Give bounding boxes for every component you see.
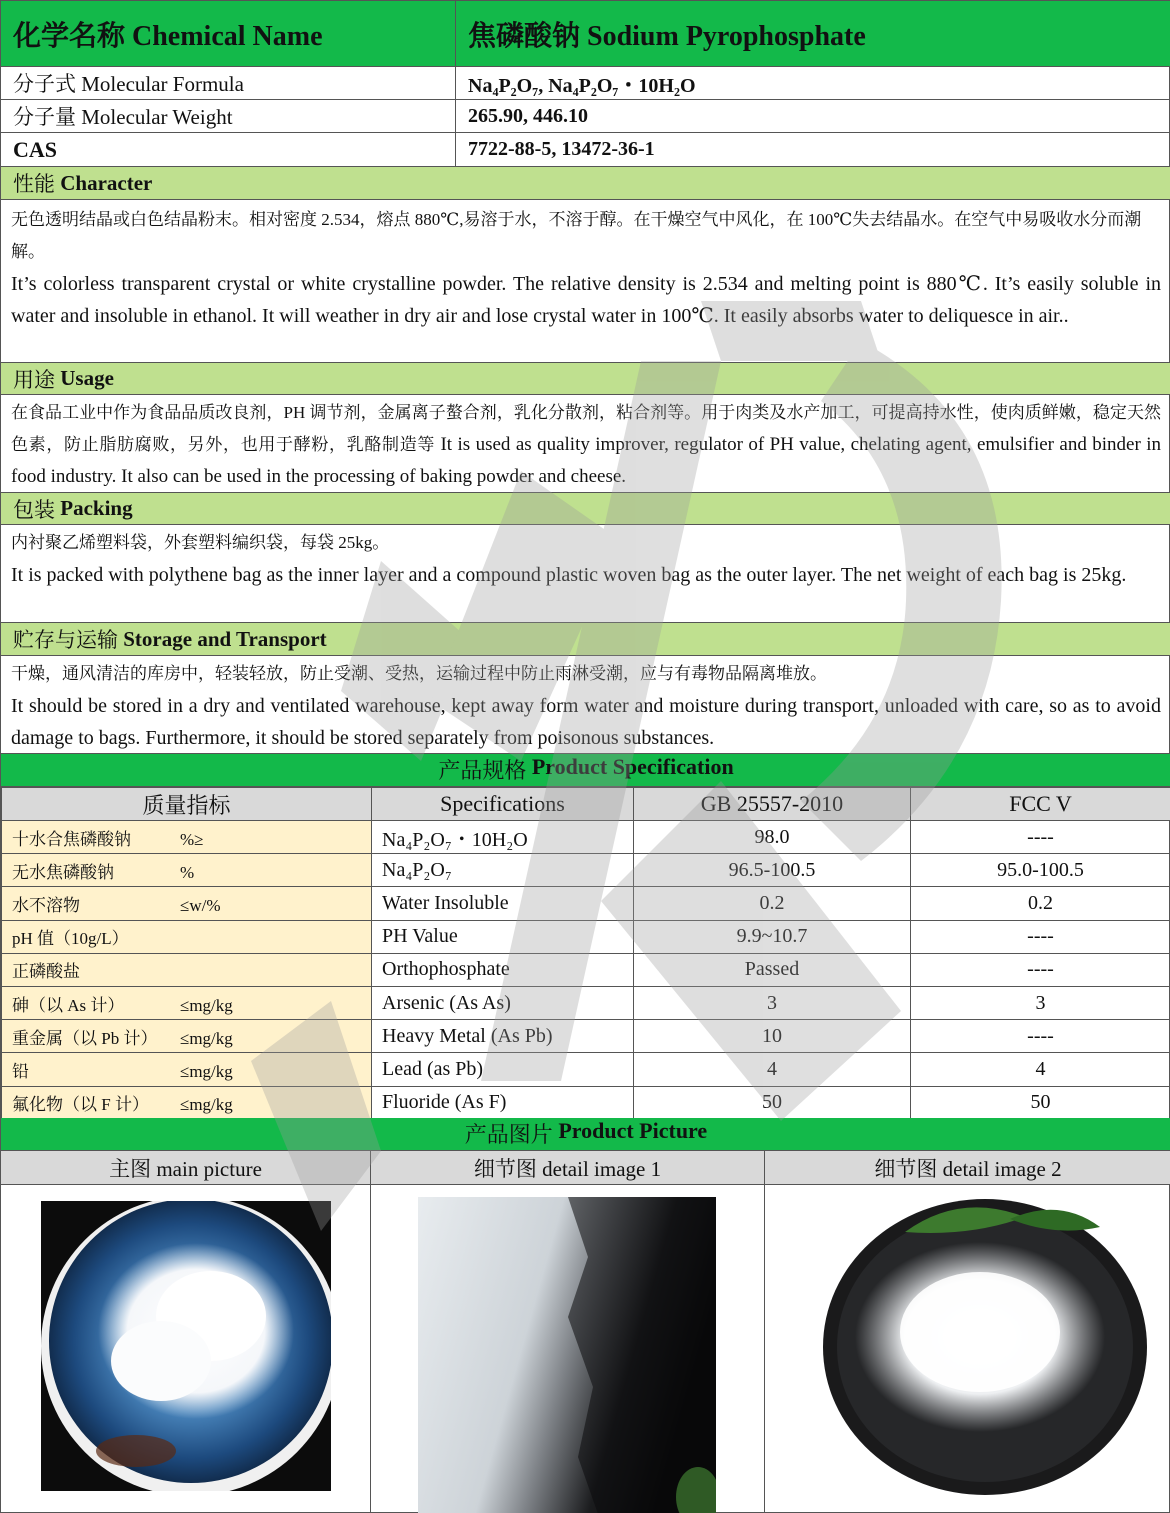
spec-fcc-cell: 95.0-100.5 — [911, 854, 1170, 887]
spec-quality-name: 铅 — [12, 1061, 29, 1081]
spec-fcc-cell: 50 — [911, 1086, 1170, 1119]
spec-table — [1, 787, 1170, 1120]
spec-quality-name: 重金属（以 Pb 计） — [12, 1028, 158, 1048]
character-text-zh: 无色透明结晶或白色结晶粉末。相对密度 2.534，熔点 880℃,易溶于水，不溶于醇。在干燥空气中风化，在 100℃失去结晶水。在空气中易吸收水分而潮解。 — [11, 210, 1142, 261]
spec-fcc-cell: 4 — [911, 1053, 1170, 1086]
storage-title-en: Storage and Transport — [123, 626, 327, 651]
packing-title-en: Packing — [60, 496, 133, 520]
spec-fcc-cell: ---- — [911, 920, 1170, 953]
usage-text — [11, 397, 1161, 493]
spec-row — [2, 821, 1170, 854]
usage-title-en: Usage — [60, 366, 114, 390]
spec-row — [2, 1053, 1170, 1086]
spec-fcc-cell: ---- — [911, 953, 1170, 986]
spec-quality-unit: ≤w/% — [180, 895, 221, 915]
spec-quality-name: 十水合焦磷酸钠 — [12, 829, 131, 849]
formula-row — [1, 67, 1170, 100]
spec-header-gb: GB 25557-2010 — [634, 788, 911, 821]
chemical-name-value: 焦磷酸钠 Sodium Pyrophosphate — [468, 20, 866, 52]
spec-row — [2, 1086, 1170, 1119]
spec-quality-name: 砷（以 As 计） — [12, 995, 125, 1015]
usage-title-zh: 用途 — [13, 367, 55, 392]
storage-text-zh: 干燥，通风清洁的库房中，轻装轻放，防止受潮、受热，运输过程中防止雨淋受潮，应与有毒物品隔离堆放。 — [11, 664, 827, 683]
spec-row — [2, 887, 1170, 920]
detail-image-1-cell — [371, 1185, 765, 1513]
spec-header-specifications: Specifications — [372, 788, 634, 821]
spec-gb-cell: 9.9~10.7 — [634, 920, 911, 953]
spec-heading — [1, 754, 1170, 787]
detail-image-1-label-text: 细节图 detail image 1 — [473, 1156, 662, 1181]
spec-fcc-cell: 0.2 — [911, 887, 1170, 920]
weight-row — [1, 100, 1170, 133]
spec-header-row — [2, 788, 1170, 821]
spec-quality-unit: %≥ — [180, 829, 204, 849]
weight-label: 分子量 Molecular Weight — [1, 100, 456, 132]
main-picture-label — [1, 1151, 371, 1184]
spec-quality-name: 氟化物（以 F 计） — [12, 1095, 149, 1115]
packing-title-zh: 包装 — [13, 497, 55, 522]
main-picture-label-text: 主图 main picture — [109, 1156, 262, 1181]
picture-title-zh: 产品图片 — [464, 1122, 553, 1147]
spec-quality-cell — [2, 887, 372, 920]
character-heading — [1, 167, 1170, 200]
detail-image-2-image — [820, 1197, 1150, 1507]
spec-quality-unit: ≤mg/kg — [180, 1095, 233, 1115]
spec-quality-cell — [2, 953, 372, 986]
spec-quality-unit: % — [180, 862, 195, 882]
spec-quality-name: 正磷酸盐 — [12, 962, 80, 982]
spec-gb-cell: 98.0 — [634, 821, 911, 854]
detail-image-2-label-text: 细节图 detail image 2 — [874, 1156, 1062, 1181]
spec-specification-cell: Lead (as Pb) — [372, 1053, 634, 1086]
spec-gb-cell: Passed — [634, 953, 911, 986]
spec-specification-cell: Na₄P₂O₇・10H₂O — [372, 821, 634, 854]
spec-header-quality: 质量指标 — [2, 788, 372, 821]
cas-row — [1, 133, 1170, 167]
weight-value: 265.90, 446.10 — [468, 104, 588, 127]
storage-title-zh: 贮存与运输 — [13, 628, 118, 652]
spec-quality-cell — [2, 920, 372, 953]
spec-specification-cell: Orthophosphate — [372, 953, 634, 986]
character-title-zh: 性能 — [13, 172, 55, 196]
spec-quality-cell — [2, 1053, 372, 1086]
spec-specification-cell: Heavy Metal (As Pb) — [372, 1020, 634, 1053]
spec-header-fcc: FCC V — [911, 788, 1170, 821]
spec-specification-cell: Na₄P₂O₇ — [372, 854, 634, 887]
spec-fcc-cell: 3 — [911, 986, 1170, 1019]
picture-title-en: Product Picture — [558, 1118, 708, 1143]
spec-quality-name: 水不溶物 — [12, 895, 80, 915]
spec-gb-cell: 96.5-100.5 — [634, 854, 911, 887]
picture-heading — [1, 1118, 1170, 1151]
spec-quality-unit: ≤mg/kg — [180, 995, 233, 1015]
spec-fcc-cell: ---- — [911, 821, 1170, 854]
spec-title-en: Product Specification — [531, 754, 734, 779]
cas-label: CAS — [1, 133, 456, 166]
usage-text-zh: 在食品工业中作为食品品质改良剂，PH 调节剂，金属离子螯合剂，乳化分散剂，粘合剂等。用于肉类及水产加工，可提高持水性，使肉质鲜嫩，稳定天然色素，防止脂肪腐败，另外，也用于酵粉，乳酪制造等 — [11, 403, 1161, 454]
spec-specification-cell: Arsenic (As As) — [372, 986, 634, 1019]
detail-image-1-label — [371, 1151, 765, 1184]
spec-gb-cell: 0.2 — [634, 887, 911, 920]
usage-text-en: It is used as quality improver, regulator of PH value, chelating agent, emulsifier and binder in food industry. It also can be used in the processing of baking powder and cheese. — [11, 434, 1161, 487]
spec-quality-cell — [2, 986, 372, 1019]
chemical-name-row — [1, 1, 1170, 67]
character-title-en: Character — [60, 170, 153, 195]
picture-labels-row — [1, 1151, 1170, 1185]
spec-specification-cell: PH Value — [372, 920, 634, 953]
main-picture-cell — [1, 1185, 371, 1513]
formula-label — [1, 67, 456, 99]
usage-body — [1, 395, 1170, 493]
spec-specification-cell: Water Insoluble — [372, 887, 634, 920]
usage-heading — [1, 363, 1170, 395]
storage-body — [1, 656, 1170, 754]
spec-row — [2, 986, 1170, 1019]
spec-gb-cell: 50 — [634, 1086, 911, 1119]
spec-quality-unit: ≤mg/kg — [180, 1061, 233, 1081]
storage-heading — [1, 623, 1170, 656]
spec-specification-cell: Fluoride (As F) — [372, 1086, 634, 1119]
spec-quality-name: pH 值（10g/L） — [12, 929, 129, 949]
packing-heading — [1, 493, 1170, 525]
storage-text-en: It should be stored in a dry and ventilated warehouse, kept away form water and moisture during transport, unloaded with care, so as to avoid damage to bags. Furthermore, it should be stored separately from poisonous substances. — [11, 695, 1161, 749]
spec-row — [2, 1020, 1170, 1053]
spec-gb-cell: 3 — [634, 986, 911, 1019]
spec-gb-cell: 10 — [634, 1020, 911, 1053]
packing-text-en: It is packed with polythene bag as the inner layer and a compound plastic woven bag as the outer layer. The net weight of each bag is 25kg. — [11, 564, 1127, 586]
spec-quality-cell — [2, 821, 372, 854]
formula-value: Na₄P₂O₇, Na₄P₂O₇・10H₂O — [468, 74, 696, 97]
character-body — [1, 200, 1170, 363]
main-picture-image — [41, 1201, 331, 1491]
detail-image-1-image — [418, 1197, 716, 1513]
spec-row — [2, 920, 1170, 953]
spec-quality-cell — [2, 854, 372, 887]
packing-text-zh: 内衬聚乙烯塑料袋，外套塑料编织袋，每袋 25kg。 — [11, 533, 390, 552]
detail-image-2-label — [765, 1151, 1170, 1184]
formula-label-text: 分子式 Molecular Formula — [13, 72, 244, 96]
picture-row — [1, 1185, 1170, 1513]
spec-fcc-cell: ---- — [911, 1020, 1170, 1053]
spec-title-zh: 产品规格 — [438, 758, 527, 783]
cas-value: 7722-88-5, 13472-36-1 — [468, 138, 655, 160]
packing-body — [1, 525, 1170, 623]
detail-image-2-cell — [765, 1185, 1170, 1513]
spec-gb-cell: 4 — [634, 1053, 911, 1086]
spec-row — [2, 854, 1170, 887]
character-text-en: It’s colorless transparent crystal or white crystalline powder. The relative density is 2.534 and melting point is 880℃. It’s easily soluble in water and insoluble in ethanol. It will weather in dry air and lose crystal water in 100℃. It easily absorbs water to deliquesce in air.. — [11, 273, 1161, 327]
spec-quality-cell — [2, 1086, 372, 1119]
spec-quality-unit: ≤mg/kg — [180, 1028, 233, 1048]
chemical-name-label: 化学名称 Chemical Name — [1, 1, 456, 66]
spec-quality-cell — [2, 1020, 372, 1053]
spec-row — [2, 953, 1170, 986]
spec-quality-name: 无水焦磷酸钠 — [12, 862, 114, 882]
